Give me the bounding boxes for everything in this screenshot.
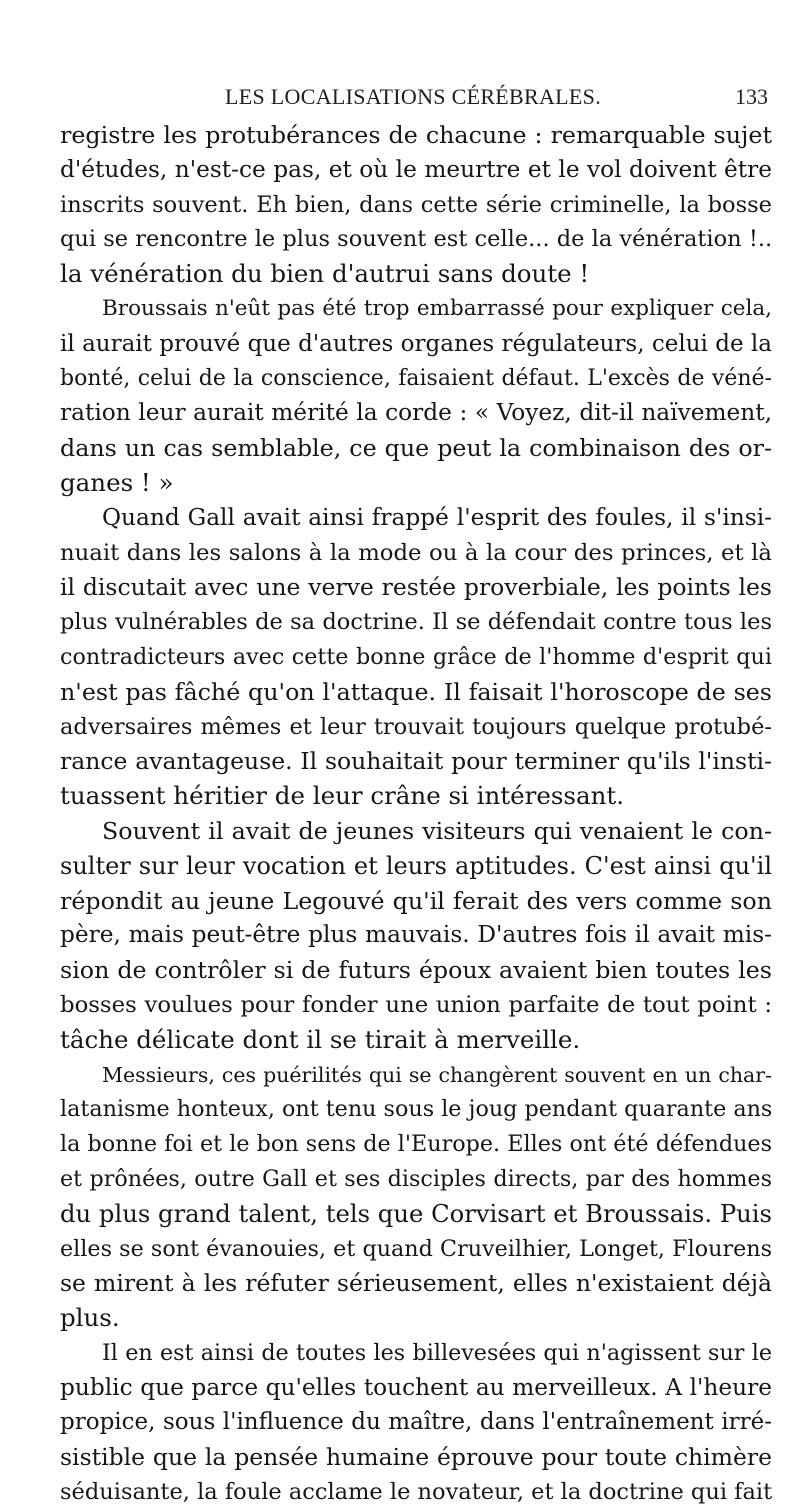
text-line: dans un cas semblable, ce que peut la combinaison des or- [60,434,772,463]
text-line: adversaires mêmes et leur trouvait toujours quelque protubé- [60,713,772,740]
text-line: Souvent il avait de jeunes visiteurs qui venaient le con- [102,816,772,845]
text-line: du plus grand talent, tels que Corvisart et Broussais. Puis [60,1198,772,1228]
text-line: inscrits souvent. Eh bien, dans cette série criminelle, la bosse [60,191,772,218]
text-line: tuassent héritier de leur crâne si intéressant. [60,781,625,811]
text-line: public que parce qu'elles touchent au merveilleux. A l'heure [60,1373,772,1401]
text-line: séduisante, la foule acclame le novateur, et la doctrine qui fait [60,1479,773,1506]
text-line: rance avantageuse. Il souhaitait pour terminer qu'ils l'insti- [60,747,772,776]
text-line: père, mais peut-être plus mauvais. D'autres fois il avait mis- [60,921,772,949]
text-line: il discutait avec une verve restée proverbiale, les points les [60,573,772,602]
text-line: tâche délicate dont il se tirait à merveille. [60,1024,581,1054]
text-line: elles se sont évanouies, et quand Cruveilhier, Longet, Flourens [60,1235,772,1262]
text-line: qui se rencontre le plus souvent est celle... de la vénération !.. [60,226,773,253]
text-line: plus vulnérables de sa doctrine. Il se défendait contre tous les [60,609,772,636]
text-line: Messieurs, ces puérilités qui se changèrent souvent en un char- [102,1062,772,1087]
running-head [62,84,768,114]
text-line: il aurait prouvé que d'autres organes régulateurs, celui de la [60,330,772,357]
text-line: ganes ! » [60,467,174,497]
page-number: 133 [735,84,768,109]
text-line: Quand Gall avait ainsi frappé l'esprit des foules, il s'insi- [102,503,772,531]
text-line: Broussais n'eût pas été trop embarrassé pour expliquer cela, [102,295,772,321]
text-line: répondit au jeune Legouvé qu'il ferait des vers comme son [60,886,772,915]
text-line: plus. [60,1303,120,1333]
text-line: nuait dans les salons à la mode ou à la cour des princes, et là [60,539,772,566]
text-line: contradicteurs avec cette bonne grâce de l'homme d'esprit qui [60,643,772,670]
text-line: et prônées, outre Gall et ses disciples directs, par des hommes [60,1165,772,1192]
body-text [60,118,772,1510]
text-line: sulter sur leur vocation et leurs aptitudes. C'est ainsi qu'il [60,851,772,880]
text-line: se mirent à les réfuter sérieusement, elles n'existaient déjà [60,1269,772,1298]
text-line: ration leur aurait mérité la corde : « Voyez, dit-il naïvement, [60,399,772,427]
text-line: sion de contrôler si de futurs époux avaient bien toutes les [60,956,772,985]
text-line: bonté, celui de la conscience, faisaient défaut. L'excès de véné- [60,365,772,391]
text-line: Il en est ainsi de toutes les billevesées qui n'agissent sur le [102,1339,772,1366]
text-line: la bonne foi et le bon sens de l'Europe. Elles ont été défendues [60,1131,772,1158]
text-line: sistible que la pensée humaine éprouve pour toute chimère [60,1443,772,1472]
text-line: la vénération du bien d'autrui sans doute ! [60,259,590,289]
text-line: d'études, n'est-ce pas, et où le meurtre et le vol doivent être [60,155,772,183]
text-line: propice, sous l'influence du maître, dans l'entraînement irré- [60,1409,772,1436]
text-line: n'est pas fâché qu'on l'attaque. Il faisait l'horoscope de ses [60,677,772,706]
text-line: latanisme honteux, ont tenu sous le joug pendant quarante ans [60,1096,773,1123]
text-line: bosses voulues pour fonder une union parfaite de tout point : [60,991,772,1018]
running-head-title: LES LOCALISATIONS CÉRÉBRALES. [225,84,601,109]
text-line: registre les protubérances de chacune : remarquable sujet [60,121,772,149]
